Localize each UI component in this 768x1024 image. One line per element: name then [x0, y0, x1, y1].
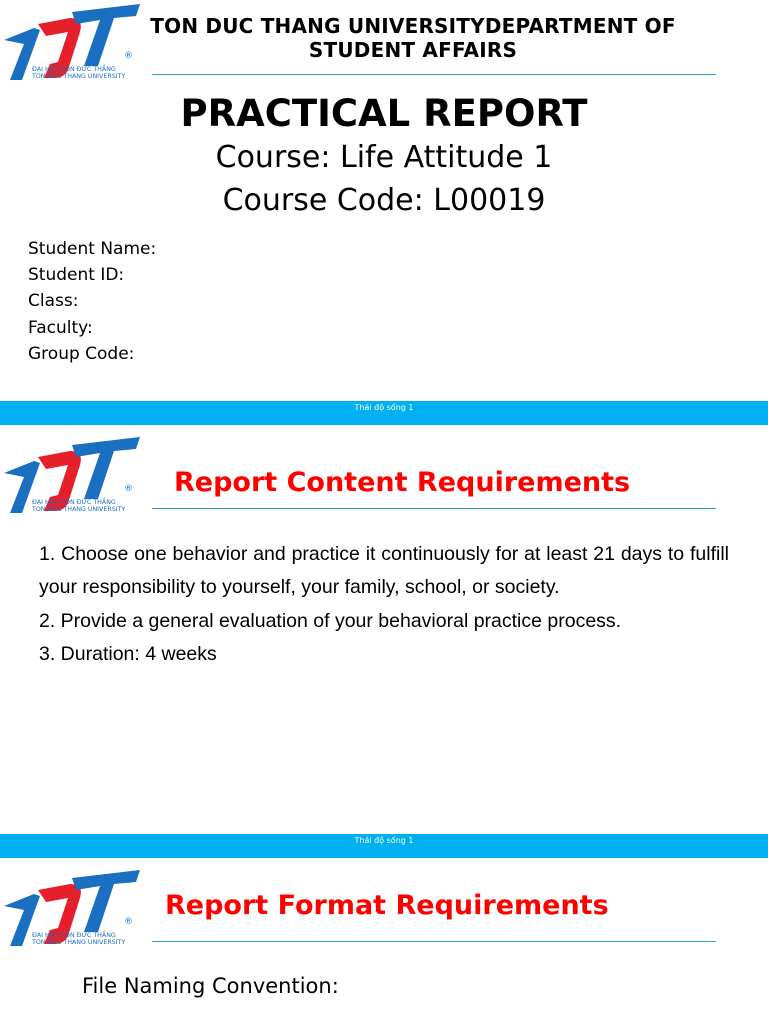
university-header — [110, 14, 716, 62]
section-rule — [152, 508, 716, 509]
field-group-code: Group Code: — [28, 343, 135, 364]
svg-text:®: ® — [124, 917, 133, 927]
section-title-content: Report Content Requirements — [174, 467, 631, 498]
field-student-id: Student ID: — [28, 265, 125, 286]
course-code: Course Code: L00019 — [222, 183, 546, 218]
requirement-item: 3. Duration: 4 weeks — [39, 642, 217, 665]
requirement-item: 2. Provide a general evaluation of your behavioral practice process. — [39, 609, 622, 632]
requirement-item: 1. Choose one behavior and practice it continuously for at least 21 days to fulfill your responsibility to yourself, your family, school, or society. — [39, 543, 729, 599]
svg-text:®: ® — [124, 51, 133, 61]
university-logo — [0, 435, 142, 515]
field-student-name: Student Name: — [28, 239, 157, 259]
report-title: PRACTICAL REPORT — [180, 92, 588, 135]
header-rule — [152, 74, 716, 75]
slide-footer-band — [0, 401, 768, 425]
section-rule — [152, 941, 716, 942]
file-naming-heading: File Naming Convention: — [82, 974, 339, 998]
footer-text: Thái độ sống 1 — [354, 403, 414, 412]
svg-text:ĐẠI HỌC TÔN ĐỨC THẮNG: ĐẠI HỌC TÔN ĐỨC THẮNG — [32, 932, 116, 939]
svg-text:TON DUC THANG UNIVERSITY: TON DUC THANG UNIVERSITY — [32, 506, 126, 513]
header-line-2: STUDENT AFFAIRS — [308, 38, 518, 62]
slide-footer-band — [0, 834, 768, 858]
footer-text: Thái độ sống 1 — [354, 836, 414, 845]
tdt-logo-mark — [0, 868, 142, 948]
svg-text:ĐẠI HỌC TÔN ĐỨC THẮNG: ĐẠI HỌC TÔN ĐỨC THẮNG — [32, 66, 116, 73]
section-title-format: Report Format Requirements — [165, 890, 609, 921]
svg-text:®: ® — [124, 484, 133, 494]
course-name: Course: Life Attitude 1 — [215, 140, 553, 175]
university-logo — [0, 868, 142, 948]
svg-text:TON DUC THANG UNIVERSITY: TON DUC THANG UNIVERSITY — [32, 73, 126, 80]
svg-text:TON DUC THANG UNIVERSITY: TON DUC THANG UNIVERSITY — [32, 939, 126, 946]
tdt-logo-mark — [0, 435, 142, 515]
student-info-fields — [28, 236, 156, 367]
svg-text:ĐẠI HỌC TÔN ĐỨC THẮNG: ĐẠI HỌC TÔN ĐỨC THẮNG — [32, 499, 116, 506]
field-class: Class: — [28, 291, 79, 312]
header-line-1: TON DUC THANG UNIVERSITYDEPARTMENT OF — [150, 14, 676, 38]
requirements-list — [39, 538, 729, 671]
field-faculty: Faculty: — [28, 317, 93, 338]
